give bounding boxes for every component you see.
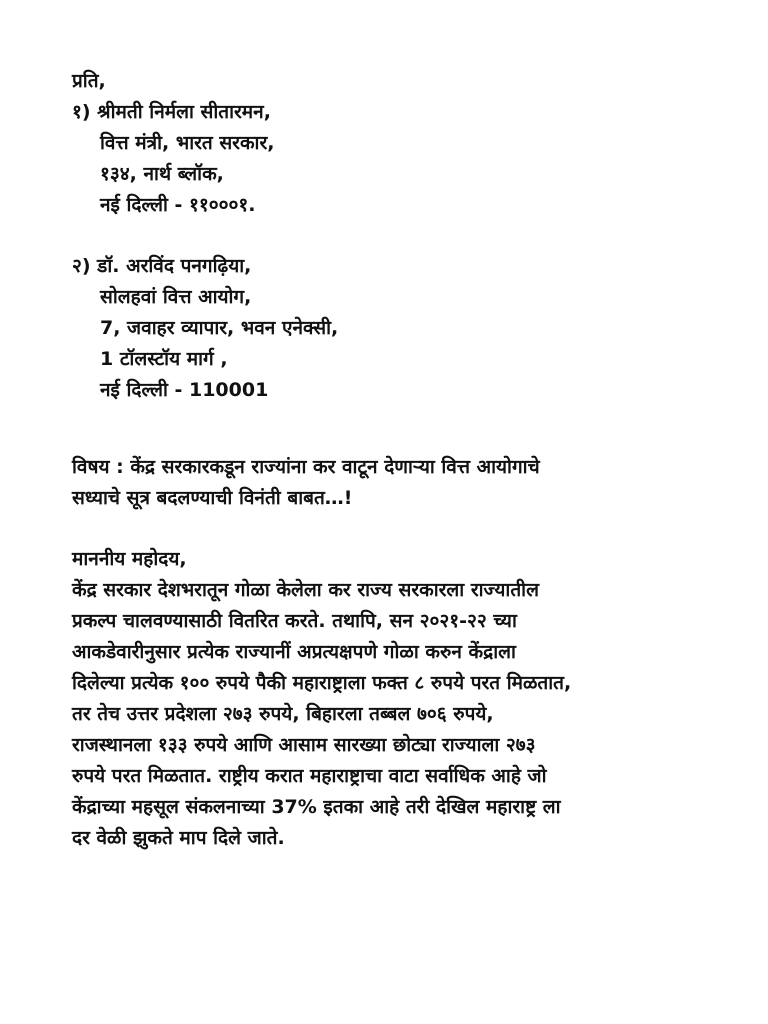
- subject-block: [72, 452, 712, 514]
- body-line: प्रकल्प चालवण्यासाठी वितरित करते. तथापि, सन २०२१-२२ च्या: [72, 610, 517, 632]
- body-line: रुपये परत मिळतात. राष्ट्रीय करात महाराष्ट्राचा वाटा सर्वाधिक आहे जो: [72, 765, 547, 787]
- spacer: [72, 221, 712, 251]
- recipient-1-name: १) श्रीमती निर्मला सीतारमन,: [72, 101, 271, 123]
- body-line: केंद्र सरकार देशभरातून गोळा केलेला कर राज्य सरकारला राज्यातील: [72, 579, 539, 601]
- subject-line-1: विषय : केंद्र सरकारकडून राज्यांना कर वाटून देणाऱ्या वित्त आयोगाचे: [72, 456, 540, 478]
- recipient-1-street: १३४, नार्थ ब्लॉक,: [100, 163, 224, 185]
- letter-document: [72, 66, 712, 854]
- spacer: [72, 406, 712, 452]
- recipient-1-designation: वित्त मंत्री, भारत सरकार,: [100, 132, 275, 154]
- spacer: [72, 514, 712, 544]
- recipient-1-city: नई दिल्ली - ११०००१.: [100, 194, 256, 216]
- body-line: राजस्थानला १३३ रुपये आणि आसाम सारख्या छोट्या राज्याला २७३: [72, 734, 536, 756]
- body-line: केंद्राच्या महसूल संकलनाच्या 37% इतका आहे तरी देखिल महाराष्ट्र ला: [72, 796, 561, 818]
- recipient-2-designation: सोलहवां वित्त आयोग,: [100, 286, 252, 308]
- salutation: माननीय महोदय,: [72, 548, 187, 570]
- recipient-2-city: नई दिल्ली - 110001: [100, 379, 269, 401]
- recipient-1-address: [72, 97, 712, 221]
- recipient-2-street: 7, जवाहर व्यापार, भवन एनेक्सी,: [100, 317, 339, 339]
- subject-line-2: सध्याचे सूत्र बदलण्याची विनंती बाबत…!: [72, 487, 353, 509]
- body-line: दिलेल्या प्रत्येक १०० रुपये पैकी महाराष्ट्राला फक्त ८ रुपये परत मिळतात,: [72, 672, 572, 694]
- recipient-2-name: २) डॉ. अरविंद पनगढ़िया,: [72, 255, 252, 277]
- recipient-2-road: 1 टॉलस्टॉय मार्ग ,: [100, 348, 228, 370]
- to-label: प्रति,: [72, 70, 106, 92]
- body-line: तर तेच उत्तर प्रदेशला २७३ रुपये, बिहारला तब्बल ७०६ रुपये,: [72, 703, 494, 725]
- body-line: दर वेळी झुकते माप दिले जाते.: [72, 827, 285, 849]
- letter-body: [72, 575, 712, 854]
- body-line: आकडेवारीनुसार प्रत्येक राज्यानीं अप्रत्यक्षपणे गोळा करुन केंद्राला: [72, 641, 516, 663]
- recipient-2-address: [72, 251, 712, 406]
